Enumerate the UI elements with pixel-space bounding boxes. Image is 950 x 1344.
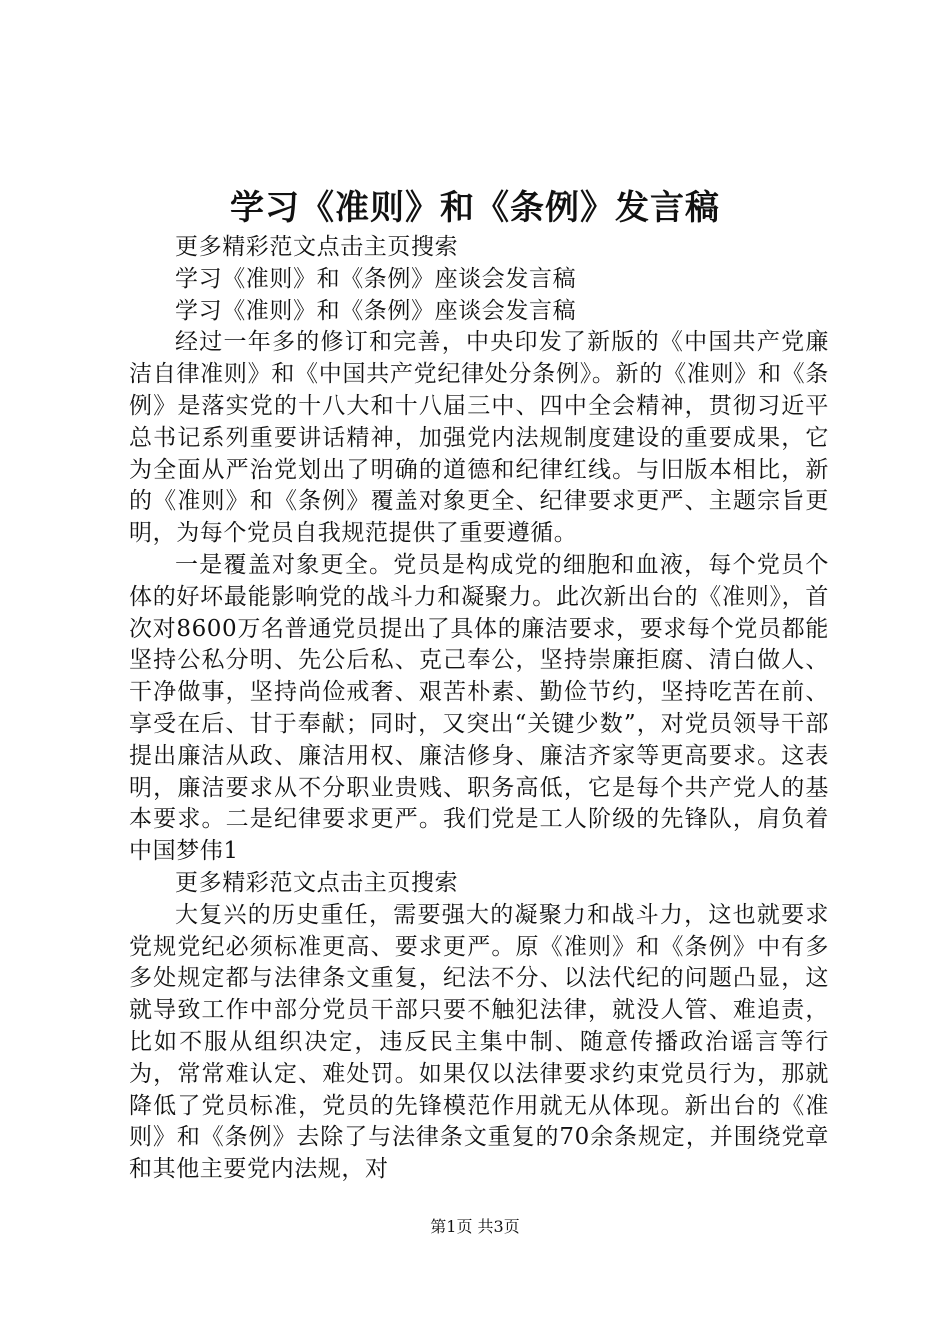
document-title: 学习《准则》和《条例》发言稿: [230, 188, 720, 228]
paragraph-body: 大复兴的历史重任，需要强大的凝聚力和战斗力，这也就要求党规党纪必须标准更高、要求更严。原《准则》和《条例》中有多多处规定都与法律条文重复，纪法不分、以法代纪的问题凸显，这就导致工作中部分党员干部只要不触犯法律，就没人管、难追责，比如不服从组织决定，违反民主集中制、随意传播政治谣言等行为，常常难认定、难处罚。如果仅以法律要求约束党员行为，那就降低了党员标准，党员的先锋模范作用就无从体现。新出台的《准则》和《条例》去除了与法律条文重复的70余条规定，并围绕党章和其他主要党内法规，对: [129, 901, 829, 1183]
paragraph-body: 经过一年多的修订和完善，中央印发了新版的《中国共产党廉洁自律准则》和《中国共产党纪律处分条例》。新的《准则》和《条例》是落实党的十八大和十八届三中、四中全会精神，贯彻习近平总书记系列重要讲话精神，加强党内法规制度建设的重要成果，它为全面从严治党划出了明确的道德和纪律红线。与旧版本相比，新的《准则》和《条例》覆盖对象更全、纪律要求更严、主题宗旨更明，为每个党员自我规范提供了重要遵循。: [129, 329, 829, 547]
document-body: [129, 232, 829, 1186]
paragraph-more-link: 更多精彩范文点击主页搜索: [175, 234, 459, 260]
paragraph-more-link: 更多精彩范文点击主页搜索: [175, 869, 459, 896]
page-footer: 第1页 共3页: [430, 1217, 520, 1236]
paragraph-body: 一是覆盖对象更全。党员是构成党的细胞和血液，每个党员个体的好坏最能影响党的战斗力和凝聚力。此次新出台的《准则》，首次对8600万名普通党员提出了具体的廉洁要求，要求每个党员都能坚持公私分明、先公后私、克己奉公，坚持崇廉拒腐、清白做人、干净做事，坚持尚俭戒奢、艰苦朴素、勤俭节约，坚持吃苦在前、享受在后、甘于奉献；同时，又突出“关键少数”，对党员领导干部提出廉洁从政、廉洁用权、廉洁修身、廉洁齐家等更高要求。这表明，廉洁要求从不分职业贵贱、职务高低，它是每个共产党人的基本要求。二是纪律要求更严。我们党是工人阶级的先锋队，肩负着中国梦伟1: [129, 551, 829, 865]
paragraph-subtitle: 学习《准则》和《条例》座谈会发言稿: [175, 265, 577, 292]
paragraph-subtitle: 学习《准则》和《条例》座谈会发言稿: [175, 297, 577, 324]
